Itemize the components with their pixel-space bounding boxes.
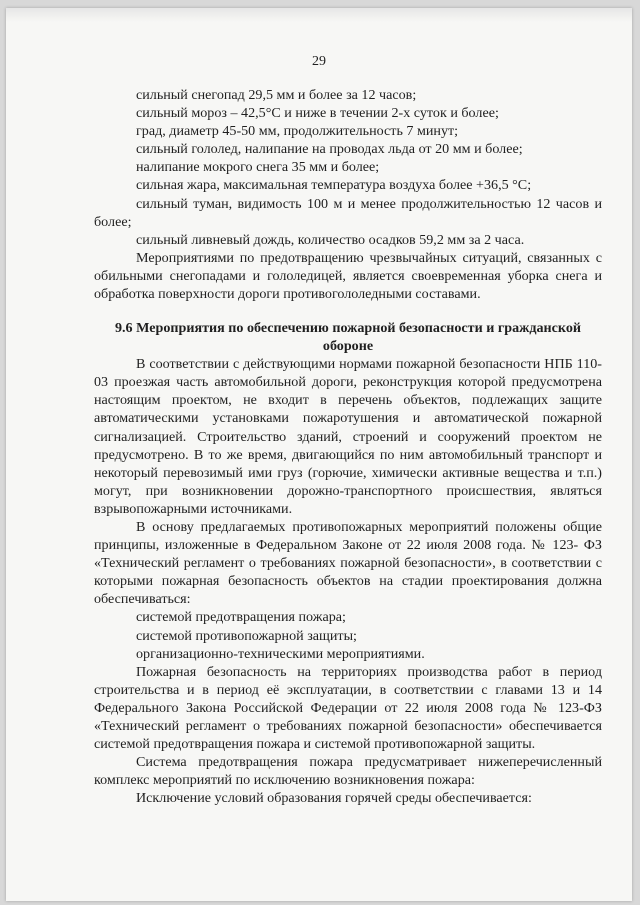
paragraph-1: В соответствии с действующими нормами пожарной безопасности НПБ 110-03 проезжая часть автомобильной дороги, реконструкция которой предусмотрена настоящим проектом, не входит в перечень объектов, подлежащих защите автоматическими установками пожаротушения и автоматической пожарной сигнализацией. Строительство зданий, строений и сооружений проектом не предусмотрено. В то же время, двигающийся по ним автомобильный транспорт и некоторый перевозимый ими груз (горючие, химически активные вещества и т.п.) могут, при возникновении дорожно-транспортного происшествия, являться взрывопожарными источниками. [94,356,602,517]
list-item: сильная жара, максимальная температура воздуха более +36,5 °С; [136,177,532,194]
paragraph-5: Исключение условий образования горячей среды обеспечивается: [136,790,532,807]
list-item: налипание мокрого снега 35 мм и более; [136,159,380,176]
list-item: организационно-техническими мероприятиями. [136,645,425,662]
list-item-rain: сильный ливневый дождь, количество осадков 59,2 мм за 2 часа. [136,231,525,248]
list-item: сильный гололед, налипание на проводах льда от 20 мм и более; [136,141,523,158]
list-item: сильный мороз – 42,5°С и ниже в течении 2-х суток и более; [136,105,499,122]
paragraph-3: Пожарная безопасность на территориях производства работ в период строительства и в период её эксплуатации, в соответствии с главами 13 и 14 Федерального Закона Российской Федерации от 22 июля 2008 года № 123-ФЗ «Технический регламент о требованиях пожарной безопасности» обеспечивается системой предотвращения пожара и системой противопожарной защиты. [94,663,602,753]
measures-paragraph: Мероприятиями по предотвращению чрезвычайных ситуаций, связанных с обильными снегопадами и гололедицей, является своевременная уборка снега и обработка поверхности дороги противогололедными составами. [94,249,602,303]
paragraph-2: В основу предлагаемых противопожарных мероприятий положены общие принципы, изложенные в Федеральном Законе от 22 июля 2008 года. № 123- ФЗ «Технический регламент о требованиях пожарной безопасности», в соответствии с которыми пожарная безопасность объектов на стадии проектирования должна обеспечиваться: [94,518,602,608]
list-item: град, диаметр 45-50 мм, продолжительность 7 минут; [136,123,459,140]
list-item: системой противопожарной защиты; [136,627,357,644]
section-heading: 9.6 Мероприятия по обеспечению пожарной безопасности и гражданской обороне [114,320,582,355]
scan-top-shadow [6,8,632,22]
paragraph-4: Система предотвращения пожара предусматривает нижеперечисленный комплекс мероприятий по исключению возникновения пожара: [94,754,602,789]
body-text [94,86,602,807]
list-item: сильный снегопад 29,5 мм и более за 12 часов; [136,87,417,103]
page-number: 29 [312,54,326,69]
list-item-fog: сильный туман, видимость 100 м и менее продолжительностью 12 часов и более; [94,195,602,230]
list-item: системой предотвращения пожара; [136,609,346,626]
document-page [6,8,632,901]
